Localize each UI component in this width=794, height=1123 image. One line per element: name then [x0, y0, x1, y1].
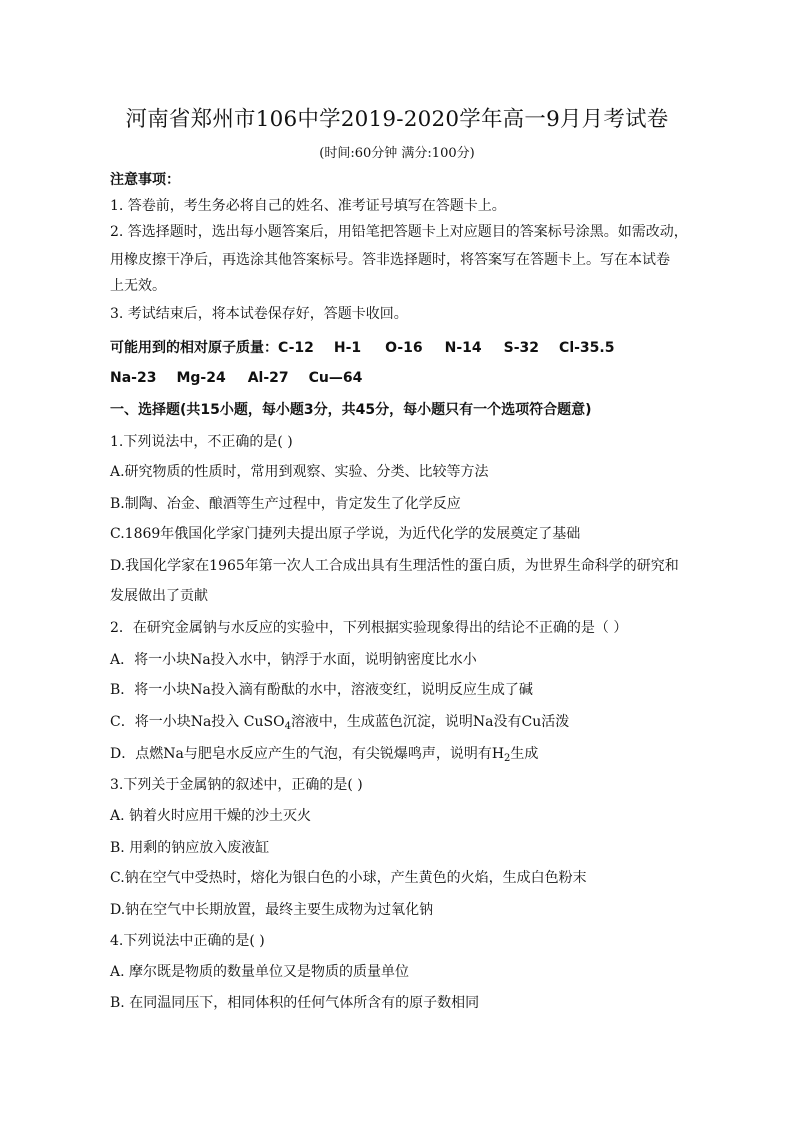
q2-option-c-subscript: 4	[284, 721, 291, 732]
q3-option-c: C.钠在空气中受热时，熔化为银白色的小球，产生黄色的火焰，生成白色粉末	[110, 870, 587, 886]
atomic-mass-item: Cu—64	[308, 370, 363, 386]
notes-heading: 注意事项：	[110, 172, 180, 188]
q3-stem: 3.下列关于金属钠的叙述中，正确的是( )	[110, 777, 363, 793]
exam-subtitle: (时间:60分钟 满分:100分)	[319, 146, 475, 161]
q2-option-d-subscript: 2	[504, 753, 511, 764]
notes-item-2-line-3: 上无效。	[110, 278, 166, 294]
atomic-mass-item: Al-27	[247, 370, 289, 386]
atomic-mass-row-1	[110, 338, 614, 358]
atomic-mass-item: S-32	[503, 340, 540, 356]
notes-item-1: 1. 答卷前，考生务必将自己的姓名、准考证号填写在答题卡上。	[110, 198, 506, 214]
q3-option-d: D.钠在空气中长期放置，最终主要生成物为过氧化钠	[110, 902, 434, 918]
q1-stem: 1.下列说法中，不正确的是( )	[110, 434, 293, 450]
q4-stem: 4.下列说法中正确的是( )	[110, 933, 265, 949]
q1-option-c: C.1869年俄国化学家门捷列夫提出原子学说，为近代化学的发展奠定了基础	[110, 526, 581, 542]
q3-option-b: B. 用剩的钠应放入废液缸	[110, 840, 270, 856]
q2-option-b: B．将一小块Na投入滴有酚酞的水中，溶液变红，说明反应生成了碱	[110, 682, 533, 698]
q3-option-a: A. 钠着火时应用干燥的沙土灭火	[110, 808, 312, 824]
atomic-mass-item: H-1	[333, 340, 362, 356]
q2-option-d-text: D．点燃Na与肥皂水反应产生的气泡，有尖锐爆鸣声，说明有H	[110, 746, 505, 762]
q1-option-a: A.研究物质的性质时，常用到观察、实验、分类、比较等方法	[110, 464, 489, 480]
q2-option-d	[110, 744, 538, 764]
atomic-mass-item: N-14	[444, 340, 482, 356]
atomic-mass-label: 可能用到的相对原子质量：	[110, 340, 278, 356]
notes-item-2-line-2: 用橡皮擦干净后，再选涂其他答案标号。答非选择题时，将答案写在答题卡上。写在本试卷	[110, 252, 670, 268]
atomic-mass-row-2	[110, 368, 362, 388]
q2-option-a: A．将一小块Na投入水中，钠浮于水面，说明钠密度比水小	[110, 652, 477, 668]
notes-item-2-line-1: 2. 答选择题时，选出每小题答案后，用铅笔把答题卡上对应题目的答案标号涂黑。如需改动，	[110, 224, 688, 240]
q2-option-d-text: 生成	[510, 746, 539, 762]
atomic-mass-item: O-16	[385, 340, 423, 356]
q4-option-b: B. 在同温同压下，相同体积的任何气体所含有的原子数相同	[110, 995, 480, 1011]
q2-stem: 2．在研究金属钠与水反应的实验中，下列根据实验现象得出的结论不正确的是（ ）	[110, 620, 628, 636]
q1-option-b: B.制陶、冶金、酿酒等生产过程中，肯定发生了化学反应	[110, 496, 461, 512]
atomic-mass-item: Mg-24	[176, 370, 226, 386]
atomic-mass-item: Cl-35.5	[559, 340, 615, 356]
atomic-mass-item: C-12	[278, 340, 314, 356]
q4-option-a: A. 摩尔既是物质的数量单位又是物质的质量单位	[110, 964, 410, 980]
q2-option-c	[110, 712, 569, 732]
q1-option-d-line-1: D.我国化学家在1965年第一次人工合成出具有生理活性的蛋白质，为世界生命科学的研究和	[110, 558, 679, 574]
exam-title: 河南省郑州市106中学2019-2020学年高一9月月考试卷	[125, 107, 669, 132]
atomic-mass-item: Na-23	[110, 370, 157, 386]
notes-item-3: 3. 考试结束后，将本试卷保存好，答题卡收回。	[110, 306, 408, 322]
q2-option-c-text: 溶液中，生成蓝色沉淀，说明Na没有Cu活泼	[290, 714, 570, 730]
section-1-heading: 一、选择题(共15小题，每小题3分，共45分，每小题只有一个选项符合题意)	[110, 402, 592, 418]
q2-option-c-text: C．将一小块Na投入 CuSO	[110, 714, 285, 730]
q1-option-d-line-2: 发展做出了贡献	[110, 588, 208, 604]
